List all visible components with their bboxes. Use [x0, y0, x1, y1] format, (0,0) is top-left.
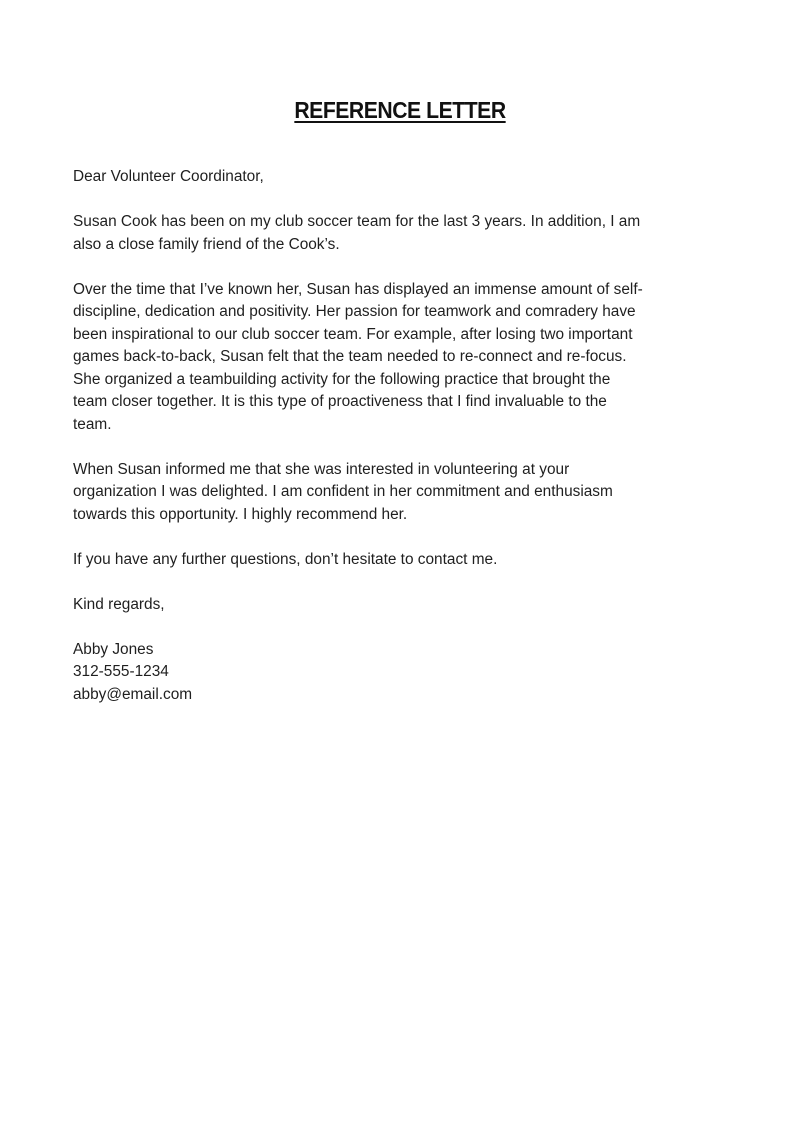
- signature-email: abby@email.com: [73, 685, 193, 703]
- paragraph-line: been inspirational to our club soccer team. For example, after losing two important: [73, 325, 633, 343]
- paragraph-line: Susan Cook has been on my club soccer team for the last 3 years. In addition, I am: [73, 213, 641, 230]
- letter-body: [73, 166, 733, 706]
- paragraph-line: discipline, dedication and positivity. Her passion for teamwork and comradery have: [73, 303, 636, 320]
- paragraph-line: towards this opportunity. I highly recommend her.: [73, 505, 408, 523]
- signature-block: [73, 639, 733, 707]
- paragraph-line: team closer together. It is this type of proactiveness that I find invaluable to the: [73, 393, 607, 410]
- paragraph-line: also a close family friend of the Cook’s.: [73, 235, 340, 253]
- paragraph-line: organization I was delighted. I am confident in her commitment and enthusiasm: [73, 483, 613, 500]
- paragraph-line: Over the time that I’ve known her, Susan has displayed an immense amount of self-: [73, 280, 643, 298]
- closing: Kind regards,: [73, 595, 165, 613]
- paragraph-4: If you have any further questions, don’t hesitate to contact me.: [73, 550, 498, 568]
- paragraph-3: [73, 459, 733, 527]
- paragraph-1: [73, 211, 733, 256]
- salutation: Dear Volunteer Coordinator,: [73, 168, 264, 185]
- paragraph-line: team.: [73, 415, 112, 433]
- paragraph-2: [73, 279, 733, 437]
- paragraph-line: She organized a teambuilding activity for the following practice that brought the: [73, 370, 611, 388]
- signature-phone: 312-555-1234: [73, 663, 169, 680]
- letter-title: REFERENCE LETTER: [294, 97, 506, 123]
- paragraph-line: When Susan informed me that she was interested in volunteering at your: [73, 460, 570, 478]
- paragraph-line: games back-to-back, Susan felt that the team needed to re-connect and re-focus.: [73, 348, 627, 365]
- signature-name: Abby Jones: [73, 640, 154, 658]
